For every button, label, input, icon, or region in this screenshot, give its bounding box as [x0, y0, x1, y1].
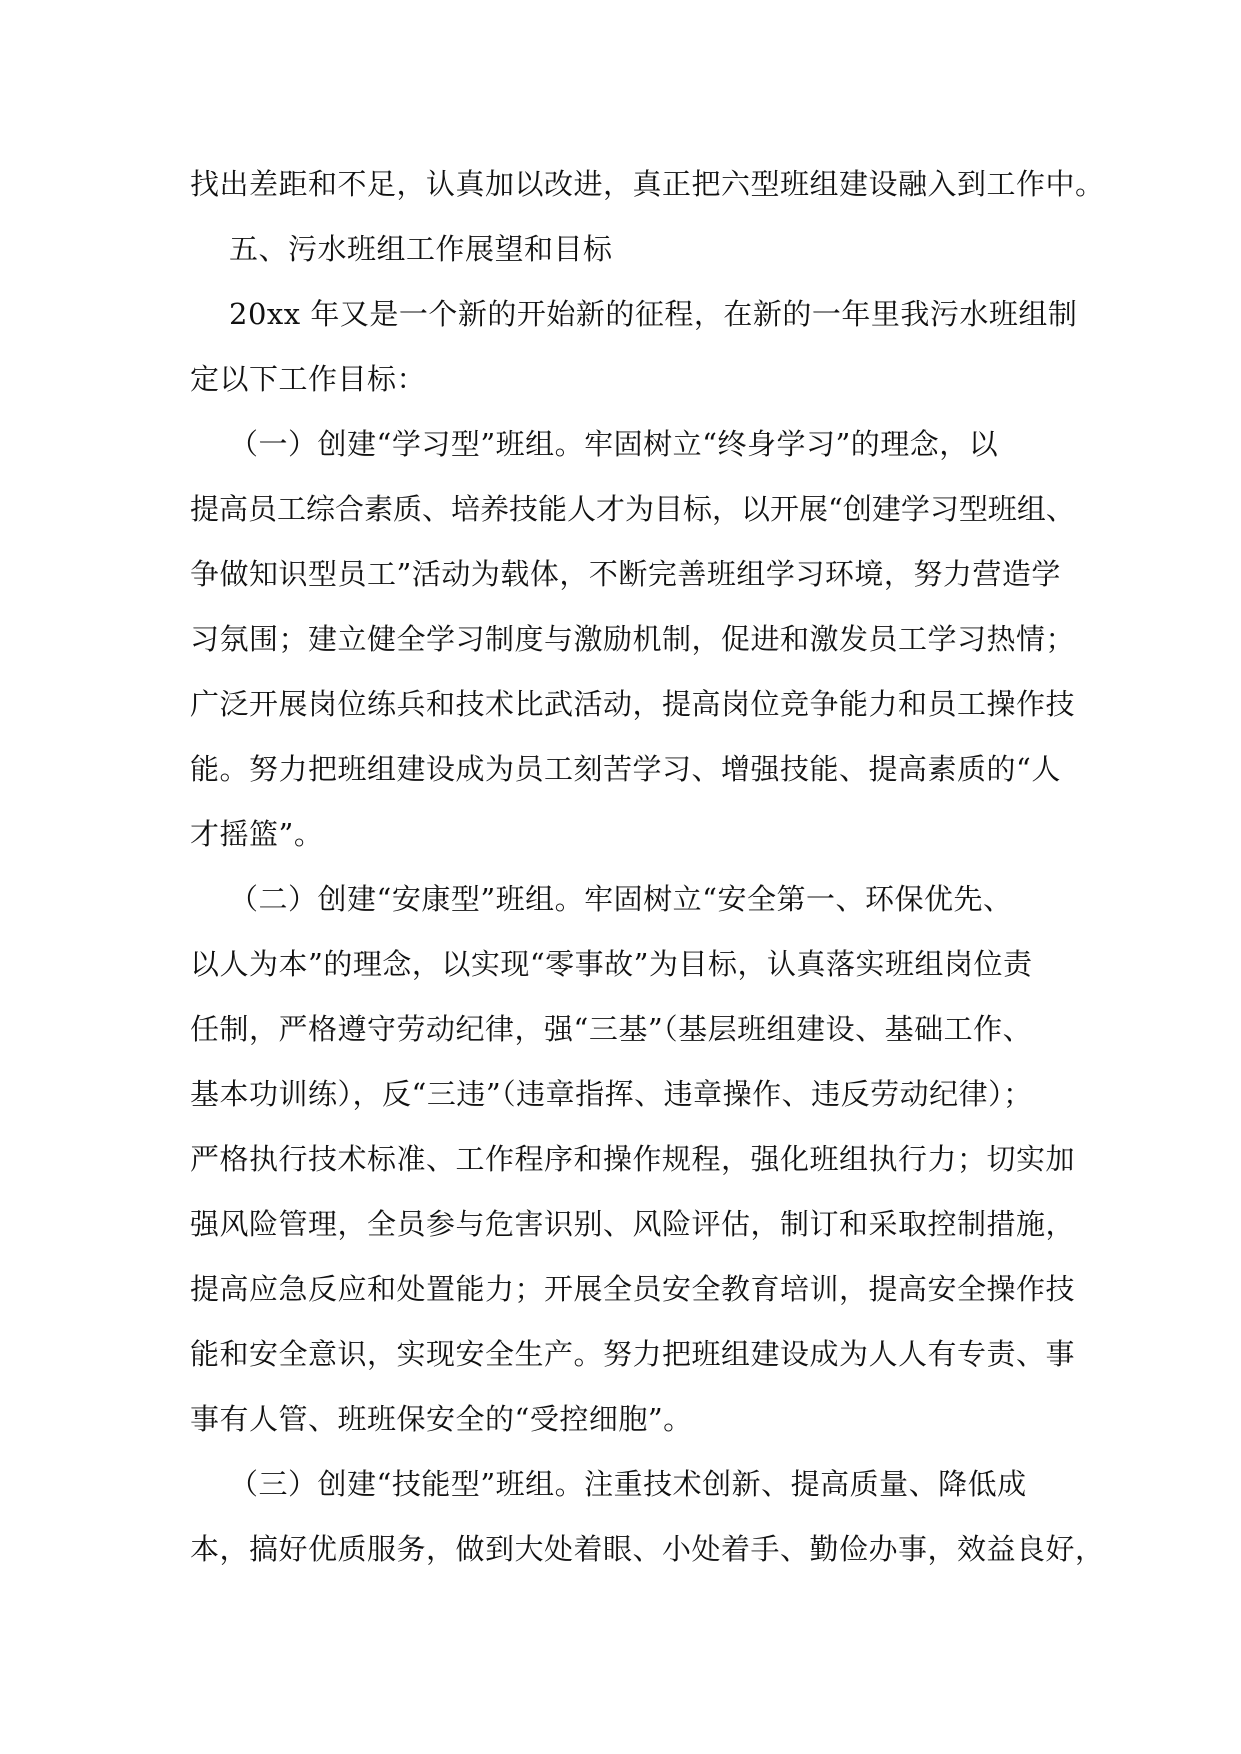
text-line-21: （三）创建“技能型”班组。注重技术创新、提高质量、降低成 [229, 1467, 1027, 1501]
text-line-1: 找出差距和不足，认真加以改进，真正把六型班组建设融入到工作中。 [190, 167, 1105, 201]
text-line-16: 严格执行技术标准、工作程序和操作规程，强化班组执行力；切实加 [190, 1142, 1076, 1176]
text-line-22: 本，搞好优质服务，做到大处着眼、小处着手、勤俭办事，效益良好， [190, 1532, 1105, 1566]
text-line-11: 才摇篮”。 [190, 817, 324, 851]
text-line-6: 提高员工综合素质、培养技能人才为目标，以开展“创建学习型班组、 [190, 492, 1075, 526]
text-line-13: 以人为本”的理念，以实现“零事故”为目标，认真落实班组岗位责 [190, 947, 1033, 981]
text-line-3: 20xx 年又是一个新的开始新的征程，在新的一年里我污水班组制 [229, 297, 1078, 331]
text-line-14: 任制，严格遵守劳动纪律，强“三基”（基层班组建设、基础工作、 [190, 1012, 1033, 1046]
text-line-5: （一）创建“学习型”班组。牢固树立“终身学习”的理念，以 [229, 427, 999, 461]
text-line-4: 定以下工作目标： [190, 362, 427, 396]
text-line-12: （二）创建“安康型”班组。牢固树立“安全第一、环保优先、 [229, 882, 1013, 916]
section-heading-5: 五、污水班组工作展望和目标 [229, 232, 613, 266]
text-line-19: 能和安全意识，实现安全生产。努力把班组建设成为人人有专责、事 [190, 1337, 1076, 1371]
text-line-20: 事有人管、班班保安全的“受控细胞”。 [190, 1402, 693, 1436]
text-line-17: 强风险管理，全员参与危害识别、风险评估，制订和采取控制措施， [190, 1207, 1076, 1241]
text-line-9: 广泛开展岗位练兵和技术比武活动，提高岗位竞争能力和员工操作技 [190, 687, 1076, 721]
text-line-7: 争做知识型员工”活动为载体，不断完善班组学习环境，努力营造学 [190, 557, 1061, 591]
text-line-10: 能。努力把班组建设成为员工刻苦学习、增强技能、提高素质的“人 [190, 752, 1061, 786]
text-line-18: 提高应急反应和处置能力；开展全员安全教育培训，提高安全操作技 [190, 1272, 1076, 1306]
text-line-15: 基本功训练），反“三违”（违章指挥、违章操作、违反劳动纪律）； [190, 1077, 1033, 1111]
text-line-8: 习氛围；建立健全学习制度与激励机制，促进和激发员工学习热情； [190, 622, 1076, 656]
